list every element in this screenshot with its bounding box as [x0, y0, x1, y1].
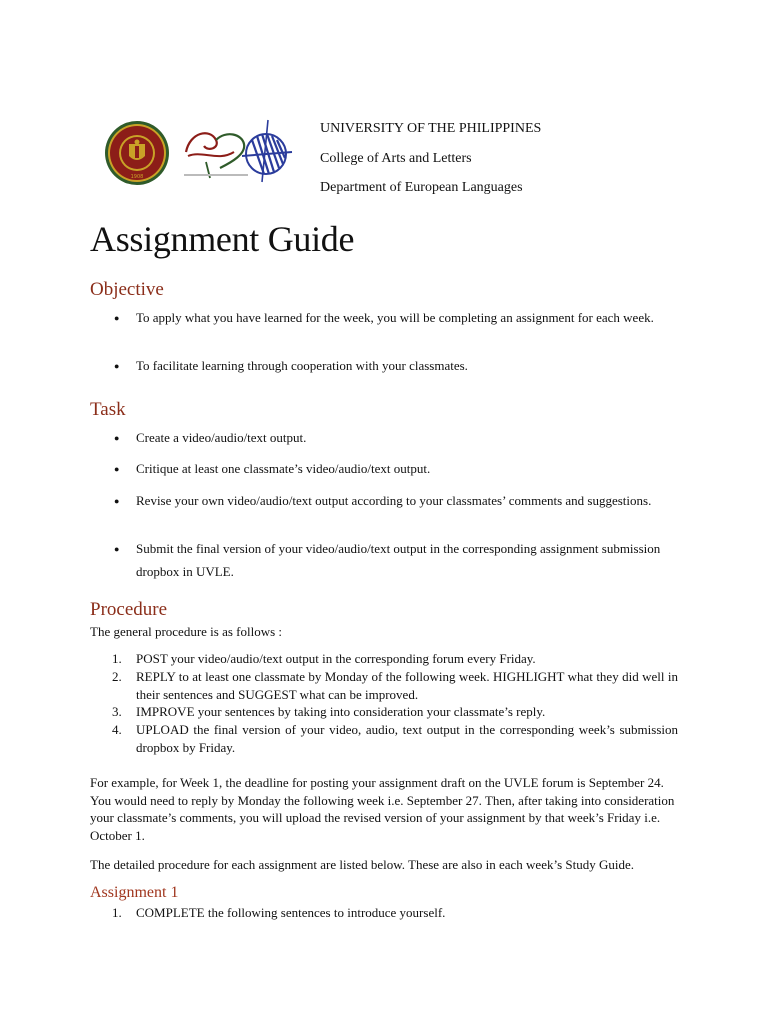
department-name: Department of European Languages: [320, 180, 523, 195]
assignment1-step: [112, 904, 678, 922]
header-logos: [104, 118, 294, 190]
procedure-intro: The general procedure is as follows :: [90, 624, 283, 639]
step-text: IMPROVE your sentences by taking into consideration your classmate’s reply.: [136, 704, 546, 720]
institution-name: UNIVERSITY OF THE PHILIPPINES: [320, 121, 542, 136]
objective-item: ● To facilitate learning through cooperation with your classmates.: [114, 355, 674, 378]
step-text: UPLOAD the final version of your video, audio, text output in the corresponding week’s submission dropbox by Friday.: [136, 722, 678, 755]
objective-item: ● To apply what you have learned for the week, you will be completing an assignment for each week.: [114, 307, 674, 330]
procedure-step: [112, 650, 678, 668]
objective-heading: Objective: [90, 279, 164, 300]
procedure-heading: Procedure: [90, 599, 168, 620]
step-number: 2.: [112, 668, 122, 684]
assignment1-steps: [112, 904, 678, 922]
college-name: College of Arts and Letters: [320, 150, 472, 166]
task-item: ● Submit the final version of your video/audio/text output in the corresponding assignment submission dropbox in UVLE.: [114, 538, 674, 583]
task-item: ● Critique at least one classmate’s video/audio/text output.: [114, 458, 674, 481]
page-title: Assignment Guide: [90, 219, 355, 259]
step-number: 3.: [112, 704, 122, 720]
step-number: 1.: [112, 905, 122, 920]
step-text: POST your video/audio/text output in the corresponding forum every Friday.: [136, 651, 536, 666]
step-number: 4.: [112, 722, 122, 738]
step-number: 1.: [112, 651, 122, 666]
procedure-step: [112, 703, 678, 721]
procedure-steps: [112, 650, 678, 757]
up-seal-icon: [104, 120, 170, 186]
step-text: REPLY to at least one classmate by Monday of the following week. HIGHLIGHT what they did well in their sentences and SUGGEST what can be improved.: [136, 668, 678, 702]
procedure-detail: The detailed procedure for each assignment are listed below. These are also in each week’s Study Guide.: [90, 857, 634, 872]
step-text: COMPLETE the following sentences to introduce yourself.: [136, 905, 446, 920]
procedure-step: [112, 668, 678, 704]
task-item: ● Revise your own video/audio/text output according to your classmates’ comments and suggestions.: [114, 490, 674, 513]
procedure-example: For example, for Week 1, the deadline for posting your assignment draft on the UVLE forum is September 24. You would need to reply by Monday the following week i.e. September 27. Then, after taking into consideration your classmate’s comments, you will upload the revised version of your assignment by that week’s Friday i.e. October 1.: [90, 775, 675, 843]
task-item: ● Create a video/audio/text output.: [114, 427, 674, 450]
svg-text:1908: 1908: [130, 174, 144, 180]
procedure-step: [112, 721, 678, 757]
assignment1-heading: Assignment 1: [90, 884, 179, 901]
del-logo-icon: [238, 118, 294, 184]
institution-block: [320, 114, 541, 203]
task-heading: Task: [90, 399, 126, 420]
